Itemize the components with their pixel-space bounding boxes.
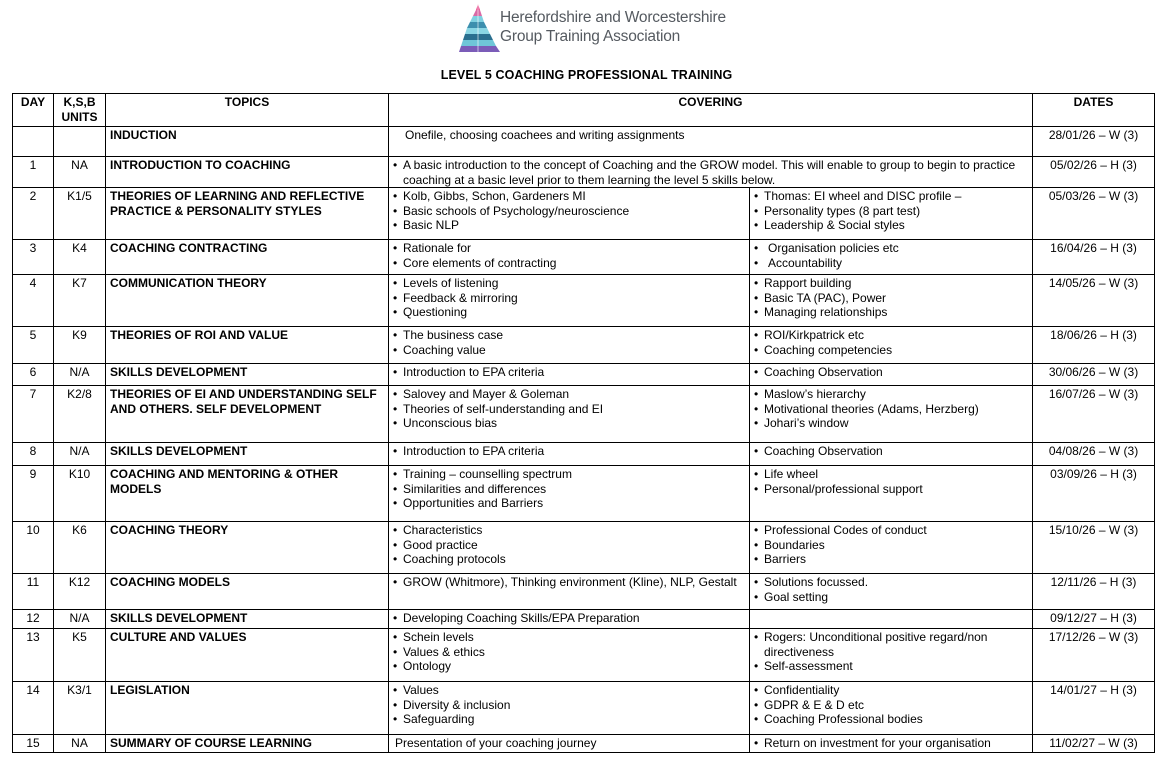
date-cell: 16/07/26 – W (3) bbox=[1033, 386, 1155, 443]
covering-left-list bbox=[393, 683, 745, 727]
column-header-units-line2: UNITS bbox=[61, 109, 98, 124]
covering-item: • Coaching protocols bbox=[393, 552, 745, 567]
covering-item: • Training – counselling spectrum bbox=[393, 467, 745, 482]
covering-right-cell bbox=[750, 735, 1033, 753]
organisation-name-line2: Group Training Association bbox=[500, 28, 681, 45]
covering-right-cell bbox=[750, 466, 1033, 522]
covering-item: • Schein levels bbox=[393, 630, 745, 645]
topic-cell: SKILLS DEVELOPMENT bbox=[106, 610, 389, 629]
topic-cell: THEORIES OF LEARNING AND REFLECTIVE PRACTICE & PERSONALITY STYLES bbox=[106, 188, 389, 240]
day-cell: 2 bbox=[13, 188, 54, 240]
covering-item: • Boundaries bbox=[754, 538, 1028, 553]
covering-left-cell bbox=[389, 735, 750, 753]
covering-right-list bbox=[754, 630, 1028, 674]
covering-item wide: • Accountability bbox=[754, 256, 1028, 271]
topic-cell: THEORIES OF EI AND UNDERSTANDING SELF AND OTHERS. SELF DEVELOPMENT bbox=[106, 386, 389, 443]
date-cell: 18/06/26 – H (3) bbox=[1033, 327, 1155, 364]
covering-right-list bbox=[754, 276, 1028, 320]
topic-cell: SKILLS DEVELOPMENT bbox=[106, 364, 389, 386]
covering-item: • Personality types (8 part test) bbox=[754, 204, 1028, 219]
covering-left-list bbox=[393, 189, 745, 233]
document-title: LEVEL 5 COACHING PROFESSIONAL TRAINING bbox=[440, 68, 733, 82]
covering-item: • GROW (Whitmore), Thinking environment (Kline), NLP, Gestalt bbox=[393, 575, 745, 590]
covering-item: • Feedback & mirroring bbox=[393, 291, 745, 306]
covering-item: • Coaching Professional bodies bbox=[754, 712, 1028, 727]
column-header-day: DAY bbox=[13, 94, 54, 127]
topic-cell: COACHING MODELS bbox=[106, 574, 389, 610]
covering-right-cell bbox=[750, 574, 1033, 610]
covering-item: • Opportunities and Barriers bbox=[393, 496, 745, 511]
topic-cell: THEORIES OF ROI AND VALUE bbox=[106, 327, 389, 364]
day-cell: 13 bbox=[13, 629, 54, 682]
covering-right-cell bbox=[750, 682, 1033, 735]
covering-item: • Motivational theories (Adams, Herzberg) bbox=[754, 402, 1028, 417]
covering-item: • Good practice bbox=[393, 538, 745, 553]
unit-cell: K10 bbox=[54, 466, 106, 522]
date-cell: 17/12/26 – W (3) bbox=[1033, 629, 1155, 682]
table-row bbox=[13, 735, 1155, 753]
covering-left-list bbox=[393, 575, 745, 590]
unit-cell: K3/1 bbox=[54, 682, 106, 735]
covering-item: • Thomas: EI wheel and DISC profile – bbox=[754, 189, 1028, 204]
unit-cell: K6 bbox=[54, 522, 106, 574]
covering-left-list bbox=[393, 444, 745, 459]
covering-item: • Introduction to EPA criteria bbox=[393, 444, 745, 459]
covering-right-cell bbox=[750, 364, 1033, 386]
date-cell: 14/01/27 – H (3) bbox=[1033, 682, 1155, 735]
table-row bbox=[13, 188, 1155, 240]
covering-left-cell bbox=[389, 275, 750, 327]
covering-item: • Rationale for bbox=[393, 241, 745, 256]
date-cell: 05/03/26 – W (3) bbox=[1033, 188, 1155, 240]
topic-cell: INDUCTION bbox=[106, 127, 389, 157]
covering-item: • Goal setting bbox=[754, 590, 1028, 605]
covering-right-cell bbox=[750, 522, 1033, 574]
unit-cell: K7 bbox=[54, 275, 106, 327]
covering-left-cell bbox=[389, 610, 750, 629]
covering-left-cell bbox=[389, 240, 750, 275]
covering-left-list bbox=[393, 365, 745, 380]
unit-cell: K4 bbox=[54, 240, 106, 275]
day-cell: 8 bbox=[13, 443, 54, 466]
covering-list bbox=[393, 158, 1028, 187]
table-row bbox=[13, 240, 1155, 275]
topic-cell: INTRODUCTION TO COACHING bbox=[106, 157, 389, 188]
topic-cell: COMMUNICATION THEORY bbox=[106, 275, 389, 327]
covering-right-list bbox=[754, 736, 1028, 751]
covering-item: • Salovey and Mayer & Goleman bbox=[393, 387, 745, 402]
day-cell: 4 bbox=[13, 275, 54, 327]
organisation-name bbox=[500, 8, 726, 46]
unit-cell: NA bbox=[54, 157, 106, 188]
covering-right-cell bbox=[750, 386, 1033, 443]
covering-left-cell bbox=[389, 188, 750, 240]
covering-item: • Coaching competencies bbox=[754, 343, 1028, 358]
covering-right-cell bbox=[750, 610, 1033, 629]
covering-item: • Basic schools of Psychology/neuroscience bbox=[393, 204, 745, 219]
table-row bbox=[13, 522, 1155, 574]
organisation-logo-icon bbox=[458, 2, 502, 54]
covering-left-list bbox=[393, 276, 745, 320]
unit-cell: N/A bbox=[54, 610, 106, 629]
covering-right-list bbox=[754, 328, 1028, 357]
unit-cell bbox=[54, 127, 106, 157]
covering-right-list bbox=[754, 523, 1028, 567]
covering-item: • Core elements of contracting bbox=[393, 256, 745, 271]
covering-item: • ROI/Kirkpatrick etc bbox=[754, 328, 1028, 343]
covering-item: • Introduction to EPA criteria bbox=[393, 365, 745, 380]
covering-item: • The business case bbox=[393, 328, 745, 343]
covering-right-list bbox=[754, 365, 1028, 380]
day-cell: 3 bbox=[13, 240, 54, 275]
covering-item: • Values bbox=[393, 683, 745, 698]
table-row bbox=[13, 629, 1155, 682]
date-cell: 16/04/26 – H (3) bbox=[1033, 240, 1155, 275]
covering-right-cell bbox=[750, 275, 1033, 327]
covering-left-cell bbox=[389, 574, 750, 610]
topic-cell: SUMMARY OF COURSE LEARNING bbox=[106, 735, 389, 753]
covering-right-list bbox=[754, 387, 1028, 431]
covering-left-list bbox=[393, 523, 745, 567]
covering-item: • Unconscious bias bbox=[393, 416, 745, 431]
covering-text: Onefile, choosing coachees and writing assignments bbox=[405, 128, 685, 142]
table-row bbox=[13, 127, 1155, 157]
covering-item: • Characteristics bbox=[393, 523, 745, 538]
table-row bbox=[13, 275, 1155, 327]
column-header-units bbox=[54, 94, 106, 127]
covering-item: • Coaching Observation bbox=[754, 444, 1028, 459]
covering-left-list bbox=[393, 387, 745, 431]
covering-item: • Maslow’s hierarchy bbox=[754, 387, 1028, 402]
unit-cell: N/A bbox=[54, 364, 106, 386]
unit-cell: K9 bbox=[54, 327, 106, 364]
covering-item: • Barriers bbox=[754, 552, 1028, 567]
covering-item: • Coaching value bbox=[393, 343, 745, 358]
date-cell: 15/10/26 – W (3) bbox=[1033, 522, 1155, 574]
table-row bbox=[13, 466, 1155, 522]
day-cell: 5 bbox=[13, 327, 54, 364]
topic-cell: CULTURE AND VALUES bbox=[106, 629, 389, 682]
covering-item: • Diversity & inclusion bbox=[393, 698, 745, 713]
covering-item: • Basic TA (PAC), Power bbox=[754, 291, 1028, 306]
covering-left-cell bbox=[389, 364, 750, 386]
topic-cell: SKILLS DEVELOPMENT bbox=[106, 443, 389, 466]
unit-cell: K5 bbox=[54, 629, 106, 682]
column-header-units-line1: K,S,B bbox=[63, 95, 96, 109]
unit-cell: K1/5 bbox=[54, 188, 106, 240]
covering-item: • Values & ethics bbox=[393, 645, 745, 660]
table-row bbox=[13, 443, 1155, 466]
covering-right-list bbox=[754, 189, 1028, 233]
covering-right-list bbox=[754, 683, 1028, 727]
covering-item: • Kolb, Gibbs, Schon, Gardeners MI bbox=[393, 189, 745, 204]
covering-item: • Managing relationships bbox=[754, 305, 1028, 320]
covering-item: • Questioning bbox=[393, 305, 745, 320]
organisation-name-line1: Herefordshire and Worcestershire bbox=[500, 9, 726, 26]
covering-left-cell bbox=[389, 466, 750, 522]
covering-item: • Life wheel bbox=[754, 467, 1028, 482]
covering-item: • GDPR & E & D etc bbox=[754, 698, 1028, 713]
table-row bbox=[13, 574, 1155, 610]
covering-item: • Rogers: Unconditional positive regard/non directiveness bbox=[754, 630, 1028, 659]
day-cell: 9 bbox=[13, 466, 54, 522]
day-cell: 11 bbox=[13, 574, 54, 610]
covering-item: • Self-assessment bbox=[754, 659, 1028, 674]
date-cell: 05/02/26 – H (3) bbox=[1033, 157, 1155, 188]
table-row bbox=[13, 682, 1155, 735]
training-schedule-table bbox=[12, 93, 1155, 753]
covering-item: • Theories of self-understanding and EI bbox=[393, 402, 745, 417]
covering-item: • Safeguarding bbox=[393, 712, 745, 727]
covering-item: • Ontology bbox=[393, 659, 745, 674]
column-header-dates: DATES bbox=[1033, 94, 1155, 127]
unit-cell: K12 bbox=[54, 574, 106, 610]
covering-left-list bbox=[393, 611, 745, 626]
date-cell: 03/09/26 – H (3) bbox=[1033, 466, 1155, 522]
covering-right-list bbox=[754, 444, 1028, 459]
table-row bbox=[13, 364, 1155, 386]
covering-left-cell bbox=[389, 522, 750, 574]
covering-item: • Leadership & Social styles bbox=[754, 218, 1028, 233]
covering-right-list bbox=[754, 241, 1028, 270]
covering-right-list bbox=[754, 575, 1028, 604]
date-cell: 11/02/27 – W (3) bbox=[1033, 735, 1155, 753]
topic-cell: COACHING CONTRACTING bbox=[106, 240, 389, 275]
date-cell: 09/12/27 – H (3) bbox=[1033, 610, 1155, 629]
covering-item wide: • Organisation policies etc bbox=[754, 241, 1028, 256]
date-cell: 30/06/26 – W (3) bbox=[1033, 364, 1155, 386]
covering-item: • A basic introduction to the concept of Coaching and the GROW model. This will enable to group to begin to practice coaching at a basic level prior to them learning the level 5 skills below. bbox=[393, 158, 1028, 187]
unit-cell: K2/8 bbox=[54, 386, 106, 443]
date-cell: 14/05/26 – W (3) bbox=[1033, 275, 1155, 327]
covering-item: • Basic NLP bbox=[393, 218, 745, 233]
covering-item: • Personal/professional support bbox=[754, 482, 1028, 497]
covering-left-cell bbox=[389, 327, 750, 364]
covering-item: • Johari’s window bbox=[754, 416, 1028, 431]
covering-right-cell bbox=[750, 629, 1033, 682]
table-row bbox=[13, 327, 1155, 364]
covering-item: • Return on investment for your organisation bbox=[754, 736, 1028, 751]
covering-right-cell bbox=[750, 188, 1033, 240]
covering-left-list bbox=[393, 241, 745, 270]
day-cell: 12 bbox=[13, 610, 54, 629]
covering-cell bbox=[389, 157, 1033, 188]
table-header-row bbox=[13, 94, 1155, 127]
topic-cell: COACHING THEORY bbox=[106, 522, 389, 574]
day-cell bbox=[13, 127, 54, 157]
covering-left-cell bbox=[389, 443, 750, 466]
table-row bbox=[13, 386, 1155, 443]
covering-right-cell bbox=[750, 327, 1033, 364]
unit-cell: N/A bbox=[54, 443, 106, 466]
document-header bbox=[0, 0, 1162, 82]
covering-text: Presentation of your coaching journey bbox=[395, 736, 597, 750]
covering-cell bbox=[389, 127, 1033, 157]
date-cell: 28/01/26 – W (3) bbox=[1033, 127, 1155, 157]
covering-right-list bbox=[754, 467, 1028, 496]
day-cell: 10 bbox=[13, 522, 54, 574]
covering-left-cell bbox=[389, 386, 750, 443]
column-header-covering: COVERING bbox=[389, 94, 1033, 127]
day-cell: 7 bbox=[13, 386, 54, 443]
day-cell: 6 bbox=[13, 364, 54, 386]
covering-right-cell bbox=[750, 443, 1033, 466]
unit-cell: NA bbox=[54, 735, 106, 753]
covering-item: • Levels of listening bbox=[393, 276, 745, 291]
day-cell: 15 bbox=[13, 735, 54, 753]
covering-left-list bbox=[393, 328, 745, 357]
covering-item: • Solutions focussed. bbox=[754, 575, 1028, 590]
topic-cell: LEGISLATION bbox=[106, 682, 389, 735]
covering-left-list bbox=[393, 630, 745, 674]
covering-left-list bbox=[393, 467, 745, 511]
covering-item: • Rapport building bbox=[754, 276, 1028, 291]
table-row bbox=[13, 610, 1155, 629]
covering-right-cell bbox=[750, 240, 1033, 275]
covering-item: • Coaching Observation bbox=[754, 365, 1028, 380]
covering-item: • Confidentiality bbox=[754, 683, 1028, 698]
covering-item: • Similarities and differences bbox=[393, 482, 745, 497]
day-cell: 14 bbox=[13, 682, 54, 735]
covering-left-cell bbox=[389, 682, 750, 735]
covering-left-cell bbox=[389, 629, 750, 682]
covering-item: • Developing Coaching Skills/EPA Preparation bbox=[393, 611, 745, 626]
column-header-topics: TOPICS bbox=[106, 94, 389, 127]
date-cell: 04/08/26 – W (3) bbox=[1033, 443, 1155, 466]
covering-item: • Professional Codes of conduct bbox=[754, 523, 1028, 538]
topic-cell: COACHING AND MENTORING & OTHER MODELS bbox=[106, 466, 389, 522]
day-cell: 1 bbox=[13, 157, 54, 188]
table-row bbox=[13, 157, 1155, 188]
date-cell: 12/11/26 – H (3) bbox=[1033, 574, 1155, 610]
